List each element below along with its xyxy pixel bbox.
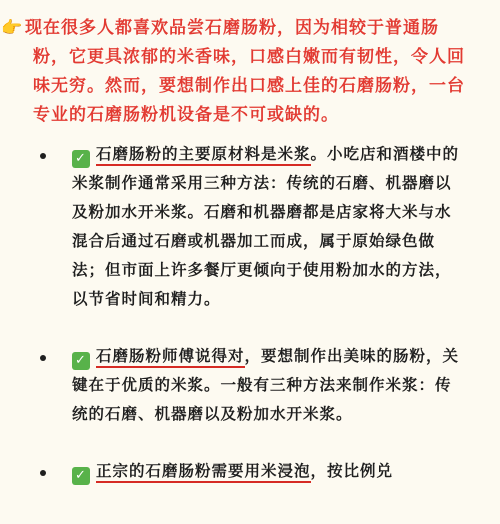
item-text: ，要想制作出美味的肠粉，关键在于优质的米浆。一般有三种方法来制作米浆：传统的石磨、机器磨以及粉加水开米浆。 [72,347,460,423]
list-item [40,457,460,486]
bullet-list [40,140,460,514]
check-mark-icon: ✓ [72,150,90,168]
list-item [40,140,460,314]
highlighted-phrase: 正宗的石磨肠粉需要用米浸泡 [96,462,311,483]
bullet-dot [40,355,46,361]
bullet-dot [40,153,46,159]
highlighted-phrase: 石磨肠粉的主要原材料是米浆 [96,145,311,166]
check-mark-icon: ✓ [72,352,90,370]
intro-text: 现在很多人都喜欢品尝石磨肠粉，因为相较于普通肠粉，它更具浓郁的米香味，口感白嫩而有韧性，令人回味无穷。然而，要想制作出口感上佳的石磨肠粉，一台专业的石磨肠粉机设备是不可或缺的。 [25,18,465,125]
item-text: ，按比例兑 [310,462,394,480]
pointing-hand-icon: 👉 [1,18,24,38]
list-item [40,342,460,429]
highlighted-phrase: 石磨肠粉师傅说得对 [96,347,245,368]
check-mark-icon: ✓ [72,467,90,485]
item-text: 。小吃店和酒楼中的米浆制作通常采用三种方法：传统的石磨、机器磨以及粉加水开米浆。石磨和机器磨都是店家将大米与水混合后通过石磨或机器加工而成，属于原始绿色做法；但市面上许多餐厅更倾向于使用粉加水的方法，以节省时间和精力。 [72,145,460,308]
intro-paragraph [1,14,473,130]
bullet-dot [40,470,46,476]
